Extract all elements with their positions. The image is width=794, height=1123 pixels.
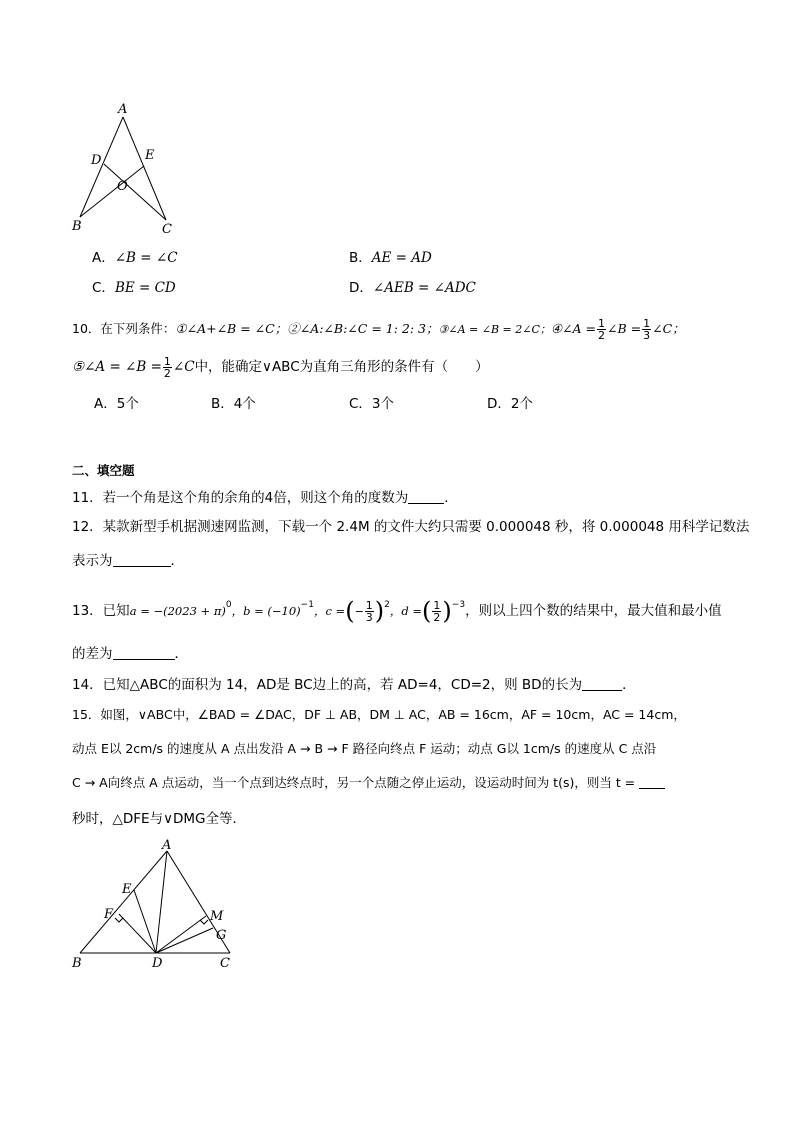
fig1-label-e: E	[145, 148, 155, 163]
option-text: ∠AEB = ∠ADC	[372, 280, 476, 296]
q13-b-exp: −1	[300, 600, 314, 610]
q13-end: ．	[174, 646, 188, 662]
q11-stem: 11．若一个角是这个角的余角的4倍，则这个角的度数为	[72, 490, 409, 506]
q12-line1: 12．某款新型手机据测速网监测，下载一个 2.4M 的文件大约只需要 0.000048 秒，将 0.000048 用科学记数法	[72, 519, 750, 535]
q13-c-expr: ，c =	[313, 604, 346, 618]
fig2-label-d: D	[152, 956, 163, 971]
q10-condition-4: ④∠A =	[550, 321, 597, 336]
q13-b-expr: ，b = (−10)	[231, 604, 301, 618]
fraction-half	[597, 318, 606, 341]
q10-condition-4b: ∠B =	[607, 321, 642, 336]
frac-num: 1	[598, 317, 606, 330]
answer-blank[interactable]	[582, 676, 622, 691]
frac-den: 2	[163, 366, 171, 380]
q10-line1	[72, 314, 685, 345]
q10-condition-3: ③∠A = ∠B = 2∠C；	[438, 323, 551, 336]
answer-blank[interactable]	[113, 645, 175, 660]
q13-line2	[72, 645, 188, 663]
q9-option-c[interactable]	[92, 279, 176, 297]
answer-blank[interactable]	[113, 552, 171, 567]
fig1-label-a: A	[118, 102, 128, 117]
triangle-figure-2	[66, 838, 246, 973]
q12-stem-end: 表示为	[72, 553, 113, 569]
paren: )	[374, 597, 385, 625]
q12-end: ．	[170, 553, 184, 569]
triangle-figure-1	[66, 98, 186, 240]
q10-option-d[interactable]: D．2个	[487, 396, 533, 412]
q13-stem: 13．已知	[72, 603, 130, 619]
option-text: BE = CD	[114, 280, 176, 296]
q9-option-a[interactable]	[92, 249, 178, 267]
fig1-label-d: D	[91, 153, 102, 168]
q10-option-c[interactable]: C．3个	[349, 396, 395, 412]
fraction-half	[432, 600, 441, 623]
paren: (	[422, 597, 432, 625]
fig2-label-c: C	[220, 956, 230, 971]
fig2-label-a: A	[162, 838, 172, 853]
q10-option-a[interactable]: A．5个	[94, 396, 139, 412]
q13-c-exp: 2	[384, 600, 390, 610]
q13-line1	[72, 588, 722, 629]
q13-stem-end: 的差为	[72, 646, 113, 662]
fig2-label-b: B	[72, 956, 82, 971]
q10-condition-1: ①∠A+∠B = ∠C；	[175, 321, 288, 336]
frac-den: 3	[365, 610, 373, 624]
q13-d-expr: ，d =	[389, 604, 423, 618]
q11-text	[72, 489, 458, 507]
paren: )	[442, 597, 452, 625]
frac-den: 3	[643, 329, 651, 342]
q14-stem: 14．已知△ABC的面积为 14，AD是 BC边上的高，若 AD=4，CD=2，则 BD的长为	[72, 677, 583, 693]
fraction-half	[163, 356, 172, 379]
q10-stem: 10．在下列条件：	[72, 321, 176, 336]
option-letter: C．	[92, 280, 115, 296]
q10-line2	[72, 352, 489, 382]
q15-line2: 动点 E以 2cm/s 的速度从 A 点出发沿 A → B → F 路径向终点 F 运动；动点 G以 1cm/s 的速度从 C 点沿	[72, 741, 657, 756]
q11-end: ．	[444, 490, 458, 506]
q10-option-b[interactable]: B．4个	[211, 396, 256, 412]
option-letter: A．	[92, 250, 115, 266]
answer-blank[interactable]	[639, 774, 665, 789]
frac-num: 1	[433, 598, 441, 612]
fraction-third	[642, 318, 651, 341]
frac-den: 2	[598, 329, 606, 342]
frac-num: 1	[643, 317, 651, 330]
frac-num: 1	[365, 598, 373, 612]
q14-end: ．	[622, 677, 636, 693]
option-letter: D．	[349, 280, 373, 296]
answer-blank[interactable]	[408, 489, 444, 504]
q13-rest: ，则以上四个数的结果中，最大值和最小值	[465, 603, 722, 619]
q9-option-d[interactable]	[349, 279, 476, 297]
q12-line2	[72, 552, 184, 570]
q15-line3-text: C → A向终点 A 点运动，当一个点到达终点时，另一个点随之停止运动，设运动时间为 t(s)，则当 t =	[72, 775, 636, 790]
q15-line3	[72, 774, 665, 792]
paren: (	[345, 597, 355, 625]
option-letter: B．	[349, 250, 372, 266]
fig1-label-c: C	[162, 222, 172, 237]
option-text: AE = AD	[371, 250, 432, 266]
frac-num: 1	[163, 354, 171, 368]
q15-line4: 秒时，△DFE与∨DMG全等．	[72, 811, 246, 827]
q13-a-expr: a = −(2023 + π)	[129, 604, 226, 618]
option-text: ∠B = ∠C	[114, 250, 178, 266]
q13-c-neg: −	[354, 605, 364, 618]
q14-text	[72, 676, 636, 694]
q10-condition-5: ⑤∠A = ∠B =	[72, 359, 162, 375]
fig1-label-o: O	[117, 179, 128, 194]
q15-line1: 15．如图，∨ABC中，∠BAD = ∠DAC，DF ⊥ AB，DM ⊥ AC，AB = 16cm，AF = 10cm，AC = 14cm，	[72, 707, 686, 722]
q9-option-b[interactable]	[349, 249, 432, 267]
q10-condition-5b: ∠C	[172, 359, 195, 375]
q10-condition-4c: ∠C；	[652, 321, 685, 336]
q13-d-exp: −3	[451, 600, 466, 610]
fig2-label-f: F	[104, 907, 114, 922]
fig1-label-b: B	[72, 219, 82, 234]
fig2-label-m: M	[210, 909, 224, 924]
q10-condition-2: ②∠A:∠B:∠C = 1: 2: 3；	[287, 321, 439, 336]
frac-den: 2	[433, 610, 441, 624]
fig2-label-e: E	[122, 882, 132, 897]
fraction-third	[365, 600, 374, 623]
q10-question: 中，能确定∨ABC为直角三角形的条件有（ ）	[194, 359, 489, 375]
q13-a-exp: 0	[225, 600, 232, 610]
section-heading: 二、填空题	[72, 463, 135, 478]
fig2-label-g: G	[216, 928, 227, 943]
